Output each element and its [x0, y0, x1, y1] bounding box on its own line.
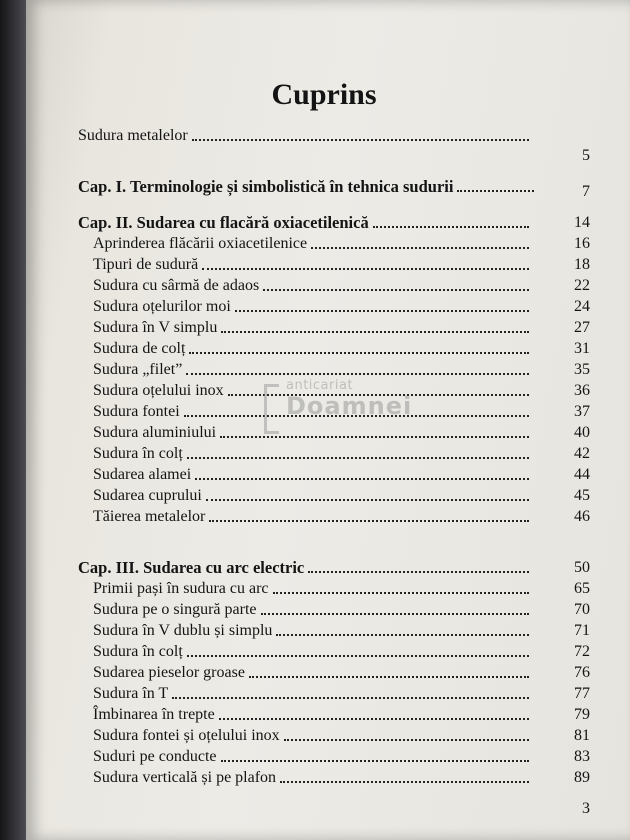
toc-entry: [78, 641, 598, 662]
toc-entry-label: Sudura oțelului inox: [93, 382, 224, 399]
toc-entry: [78, 704, 598, 725]
toc-entry-label: Sudura de colț: [93, 340, 186, 357]
toc-entry-label: Sudura „filet”: [93, 361, 183, 378]
toc-entry: [78, 125, 598, 164]
toc-entry-label: Sudura oțelurilor moi: [93, 298, 231, 315]
toc-entry-page: 50: [574, 559, 590, 576]
toc-entry: [78, 359, 598, 380]
toc-entry-page: 81: [574, 727, 590, 744]
toc-entry-page: 37: [574, 403, 590, 420]
dot-leader: [273, 591, 529, 594]
toc-entry-label: Primii pași în sudura cu arc: [93, 580, 269, 597]
toc-entry-page: 5: [582, 147, 590, 164]
dot-leader: [221, 330, 529, 333]
toc-entry: [78, 620, 598, 641]
toc-entry: [78, 599, 598, 620]
toc-entry: [78, 233, 598, 254]
dot-leader: [284, 738, 529, 741]
dot-leader: [192, 138, 529, 141]
toc-entry-page: 65: [574, 580, 590, 597]
toc-entry-label: Sudura în T: [93, 685, 169, 702]
toc-entry-page: 35: [574, 361, 590, 378]
dot-leader: [195, 477, 529, 480]
toc-entry-label: Suduri pe conducte: [93, 748, 217, 765]
watermark-main-text: Doamnei: [286, 392, 413, 420]
toc-entry-label: Sudarea alamei: [93, 466, 192, 483]
dot-leader: [276, 633, 529, 636]
toc-entry-label: Sudura fontei: [93, 403, 180, 420]
table-of-contents: [78, 125, 598, 788]
dot-leader: [206, 498, 529, 501]
dot-leader: [308, 570, 529, 573]
toc-entry: [78, 317, 598, 338]
dot-leader: [249, 675, 529, 678]
dot-leader: [220, 435, 529, 438]
toc-entry: [78, 485, 598, 506]
toc-entry: [78, 578, 598, 599]
dot-leader: [187, 654, 529, 657]
dot-leader: [172, 696, 529, 699]
dot-leader: [219, 717, 529, 720]
toc-entry-page: 24: [574, 298, 590, 315]
toc-entry-page: 89: [574, 769, 590, 786]
toc-entry-label: Îmbinarea în trepte: [93, 706, 215, 723]
page-number: 3: [582, 800, 590, 817]
toc-entry-label: Sudura în colț: [93, 643, 183, 660]
toc-entry-page: 42: [574, 445, 590, 462]
toc-entry-page: 77: [574, 685, 590, 702]
toc-entry: [78, 443, 598, 464]
dot-leader: [186, 372, 529, 375]
toc-entry-page: 18: [574, 256, 590, 273]
dot-leader: [263, 288, 529, 291]
toc-entry-page: 71: [574, 622, 590, 639]
toc-entry-page: 76: [574, 664, 590, 681]
dot-leader: [221, 759, 529, 762]
toc-entry: [78, 296, 598, 317]
toc-entry-page: 36: [574, 382, 590, 399]
dot-leader: [457, 189, 534, 192]
dot-leader: [280, 780, 529, 783]
toc-entry-page: 44: [574, 466, 590, 483]
toc-entry-page: 46: [574, 508, 590, 525]
toc-entry: [78, 683, 598, 704]
toc-entry-label: Cap. II. Sudarea cu flacără oxiacetilenică: [78, 213, 369, 232]
toc-entry: [78, 254, 598, 275]
dot-leader: [202, 267, 529, 270]
dot-leader: [261, 612, 529, 615]
toc-entry-label: Sudarea cuprului: [93, 487, 202, 504]
toc-entry-page: 40: [574, 424, 590, 441]
toc-entry: [78, 338, 598, 359]
toc-entry-label: Tipuri de sudură: [93, 256, 199, 273]
toc-entry-page: 22: [574, 277, 590, 294]
toc-entry-label: Sudura verticală și pe plafon: [93, 769, 277, 786]
toc-entry: [78, 662, 598, 683]
toc-entry-label: Sudura metalelor: [78, 127, 188, 144]
watermark-logo: [264, 378, 424, 434]
toc-entry-page: 79: [574, 706, 590, 723]
toc-entry-label: Sudura în V dublu și simplu: [93, 622, 273, 639]
toc-entry-page: 27: [574, 319, 590, 336]
toc-entry: [78, 464, 598, 485]
toc-entry: [78, 767, 598, 788]
toc-chapter: [78, 212, 598, 233]
toc-entry-label: Sudura pe o singură parte: [93, 601, 257, 618]
page-title: Cuprins: [271, 78, 377, 111]
toc-entry-label: Sudura în V simplu: [93, 319, 218, 336]
toc-entry: [78, 506, 598, 527]
dot-leader: [187, 456, 529, 459]
toc-entry-page: 14: [574, 214, 590, 231]
toc-entry-page: 45: [574, 487, 590, 504]
toc-chapter: [78, 176, 598, 200]
dot-leader: [209, 519, 529, 522]
toc-entry-page: 31: [574, 340, 590, 357]
toc-entry-page: 72: [574, 643, 590, 660]
book-page: [26, 0, 630, 840]
toc-entry-label: Cap. I. Terminologie și simbolistică în tehnica sudurii: [78, 177, 454, 196]
toc-entry: [78, 275, 598, 296]
toc-entry-label: Sudura cu sârmă de adaos: [93, 277, 260, 294]
toc-entry-label: Sudura aluminiului: [93, 424, 217, 441]
toc-entry-label: Sudura fontei și oțelului inox: [93, 727, 280, 744]
toc-entry-page: 83: [574, 748, 590, 765]
dot-leader: [311, 246, 529, 249]
toc-entry-label: Tăierea metalelor: [93, 508, 206, 525]
toc-entry: [78, 746, 598, 767]
toc-entry-label: Cap. III. Sudarea cu arc electric: [78, 558, 305, 577]
dot-leader: [373, 225, 529, 228]
toc-entry: [78, 725, 598, 746]
watermark-top-text: anticariat: [286, 378, 354, 393]
toc-entry-page: 16: [574, 235, 590, 252]
dot-leader: [235, 309, 529, 312]
toc-entry-page: 7: [582, 183, 590, 200]
toc-chapter: [78, 557, 598, 578]
toc-entry-label: Aprinderea flăcării oxiacetilenice: [93, 235, 308, 252]
toc-entry-label: Sudarea pieselor groase: [93, 664, 245, 681]
toc-entry-label: Sudura în colț: [93, 445, 183, 462]
watermark-bracket-icon: [264, 384, 279, 434]
toc-entry-page: 70: [574, 601, 590, 618]
dot-leader: [189, 351, 529, 354]
